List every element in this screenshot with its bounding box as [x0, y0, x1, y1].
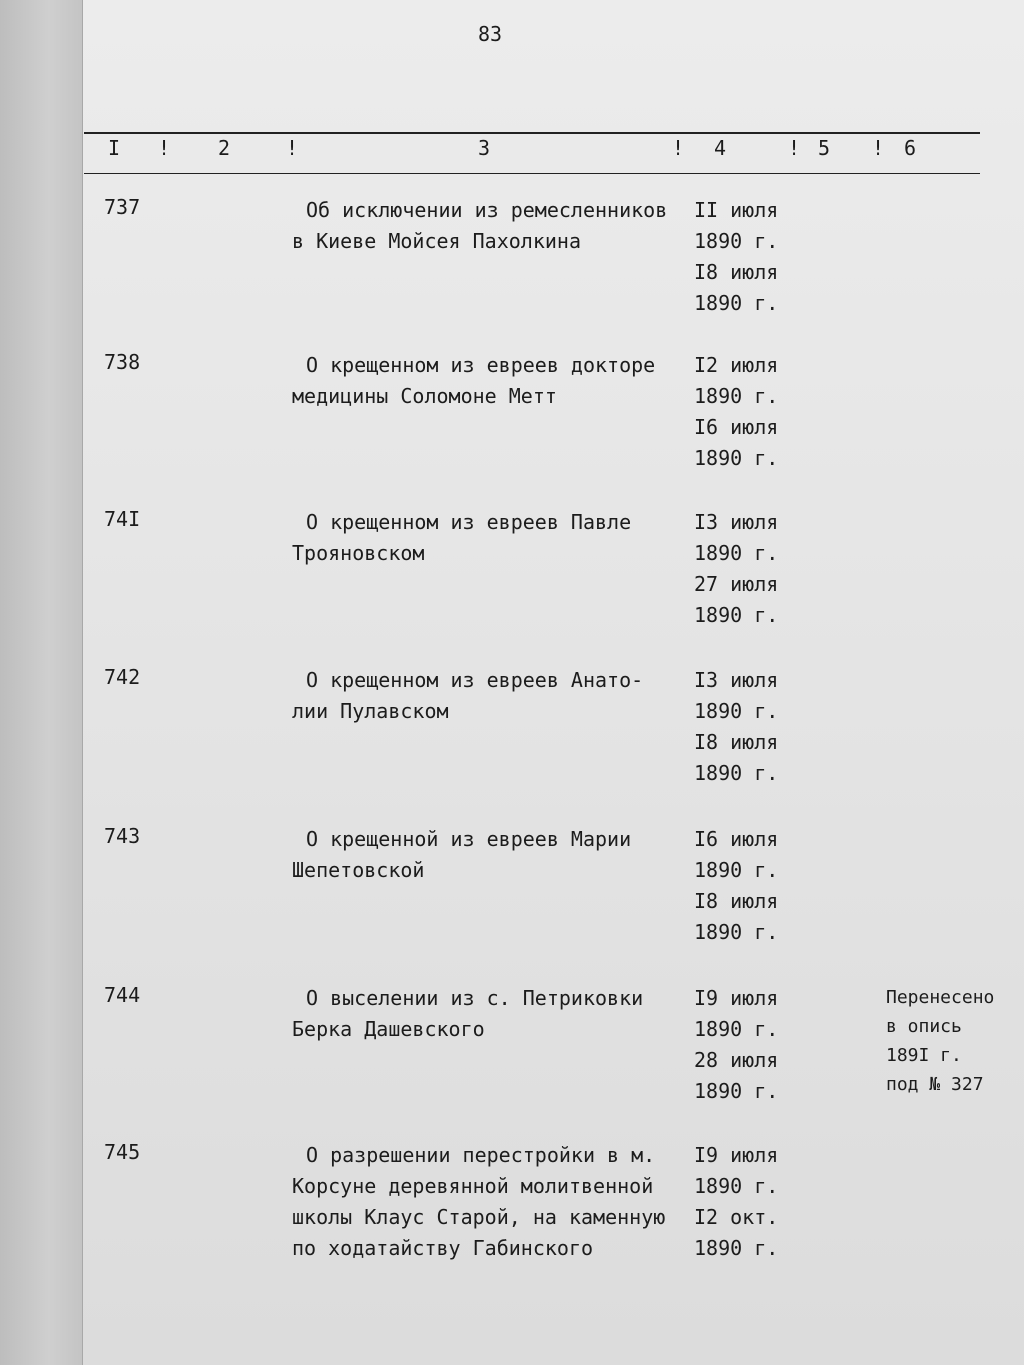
date-end-year: 1890 г.	[694, 1236, 779, 1260]
entry-title	[292, 350, 702, 412]
entry-dates	[694, 665, 804, 789]
date-start: I2 июля	[694, 353, 779, 377]
date-start-year: 1890 г.	[694, 1174, 779, 1198]
entry-dates	[694, 983, 804, 1107]
note-line: в опись	[886, 1016, 962, 1037]
date-start-year: 1890 г.	[694, 229, 779, 253]
title-line: по ходатайству Габинского	[292, 1236, 594, 1260]
date-start-year: 1890 г.	[694, 384, 779, 408]
header-separator: !	[788, 136, 801, 160]
entry-dates	[694, 1140, 804, 1264]
title-line: Берка Дашевского	[292, 1017, 485, 1041]
header-col-3: 3	[478, 136, 491, 160]
table-header-bottom-rule	[84, 173, 980, 174]
title-line: лии Пулавском	[292, 699, 449, 723]
entry-title	[292, 824, 702, 886]
date-start: I6 июля	[694, 827, 779, 851]
entry-number: 743	[104, 824, 141, 848]
entry-number: 742	[104, 665, 141, 689]
date-end: 27 июля	[694, 572, 779, 596]
header-col-5: 5	[818, 136, 831, 160]
table-header-top-rule	[84, 132, 980, 134]
date-end-year: 1890 г.	[694, 446, 779, 470]
date-start: I9 июля	[694, 986, 779, 1010]
date-start-year: 1890 г.	[694, 699, 779, 723]
entry-dates	[694, 195, 804, 319]
note-line: Перенесено	[886, 987, 995, 1008]
page-edge	[0, 0, 83, 1365]
header-separator: !	[872, 136, 885, 160]
note-line: под № 327	[886, 1074, 984, 1095]
title-line: О разрешении перестройки в м.	[306, 1143, 656, 1167]
title-line: Шепетовской	[292, 858, 425, 882]
title-line: медицины Соломоне Метт	[292, 384, 557, 408]
entry-dates	[694, 350, 804, 474]
date-start: I3 июля	[694, 510, 779, 534]
date-end: I6 июля	[694, 415, 779, 439]
entry-number: 737	[104, 195, 141, 219]
entry-title	[292, 195, 702, 257]
page-number: 83	[478, 22, 503, 46]
header-col-6: 6	[904, 136, 917, 160]
entry-number: 745	[104, 1140, 141, 1164]
entry-dates	[694, 824, 804, 948]
header-separator: !	[672, 136, 685, 160]
date-end: I2 окт.	[694, 1205, 779, 1229]
note-line: 189I г.	[886, 1045, 962, 1066]
entry-title	[292, 983, 702, 1045]
header-separator: !	[286, 136, 299, 160]
entry-number: 74I	[104, 507, 141, 531]
date-end-year: 1890 г.	[694, 603, 779, 627]
date-end-year: 1890 г.	[694, 920, 779, 944]
date-start-year: 1890 г.	[694, 541, 779, 565]
date-end-year: 1890 г.	[694, 291, 779, 315]
title-line: О крещенном из евреев докторе	[306, 353, 656, 377]
title-line: Корсуне деревянной молитвенной	[292, 1174, 654, 1198]
date-start-year: 1890 г.	[694, 858, 779, 882]
entry-title	[292, 665, 702, 727]
header-col-4: 4	[714, 136, 727, 160]
date-start: I3 июля	[694, 668, 779, 692]
entry-title	[292, 1140, 702, 1264]
title-line: Трояновском	[292, 541, 425, 565]
date-end: I8 июля	[694, 889, 779, 913]
title-line: в Киеве Мойсея Пахолкина	[292, 229, 581, 253]
title-line: О крещенном из евреев Павле	[306, 510, 632, 534]
entry-title	[292, 507, 702, 569]
title-line: Об исключении из ремесленников	[306, 198, 668, 222]
header-separator: !	[158, 136, 171, 160]
entry-number: 744	[104, 983, 141, 1007]
header-col-1: I	[108, 136, 121, 160]
date-start-year: 1890 г.	[694, 1017, 779, 1041]
date-end-year: 1890 г.	[694, 1079, 779, 1103]
title-line: О выселении из с. Петриковки	[306, 986, 644, 1010]
entry-number: 738	[104, 350, 141, 374]
date-end: I8 июля	[694, 260, 779, 284]
title-line: школы Клаус Старой, на каменную	[292, 1205, 666, 1229]
date-start: I9 июля	[694, 1143, 779, 1167]
date-end: I8 июля	[694, 730, 779, 754]
header-col-2: 2	[218, 136, 231, 160]
title-line: О крещенной из евреев Марии	[306, 827, 632, 851]
date-start: II июля	[694, 198, 779, 222]
entry-note	[886, 983, 1016, 1099]
title-line: О крещенном из евреев Анато-	[306, 668, 644, 692]
date-end: 28 июля	[694, 1048, 779, 1072]
date-end-year: 1890 г.	[694, 761, 779, 785]
entry-dates	[694, 507, 804, 631]
